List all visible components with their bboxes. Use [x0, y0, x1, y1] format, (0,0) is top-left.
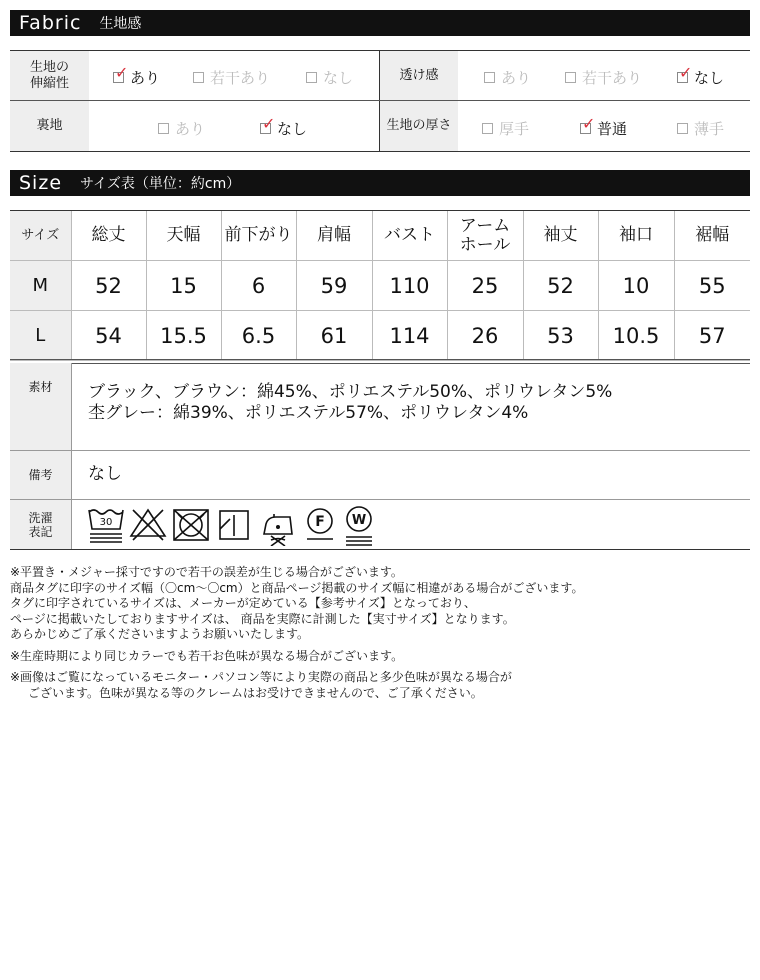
- checkbox-checked-icon: ✓: [115, 63, 129, 82]
- checkbox-icon: [158, 123, 169, 134]
- header-cell: 総丈: [71, 211, 146, 261]
- table-cell: 15: [146, 261, 221, 311]
- table-cell: 52: [71, 261, 146, 311]
- stretch-option-slight: 若干あり: [193, 67, 270, 88]
- checkbox-icon: [677, 123, 688, 134]
- thickness-option-thin: 薄手: [677, 118, 724, 139]
- svg-text:30: 30: [99, 517, 113, 528]
- stretch-label: 生地の 伸縮性: [10, 51, 89, 100]
- care-symbols: [88, 506, 388, 546]
- header-cell: 袖口: [598, 211, 674, 261]
- header-cell: 前下がり: [221, 211, 296, 261]
- size-name-cell: M: [10, 261, 71, 311]
- svg-text:F: F: [315, 514, 325, 530]
- table-cell: 52: [523, 261, 598, 311]
- checkbox-checked-icon: ✓: [582, 114, 596, 133]
- sheer-label: 透け感: [380, 51, 458, 100]
- thickness-label: 生地の厚さ: [380, 101, 458, 151]
- no-bleach-icon: [131, 510, 165, 540]
- no-tumble-dry-icon: [174, 510, 208, 540]
- sheer-option-none: ✓ なし: [679, 63, 725, 87]
- fabric-section-header: [10, 10, 750, 36]
- size-section-header: [10, 170, 750, 196]
- size-title-jp: サイズ表（単位：約cm）: [80, 176, 241, 192]
- checkbox-checked-icon: ✓: [679, 63, 693, 82]
- header-cell: 肩幅: [296, 211, 372, 261]
- row-separator: [71, 500, 72, 549]
- material-label: 素材: [10, 363, 71, 450]
- wet-clean-w-icon: [346, 507, 372, 545]
- checkbox-icon: [484, 72, 495, 83]
- table-row: [10, 311, 750, 361]
- sheer-option-slight: 若干あり: [565, 67, 642, 88]
- stretch-option-none: なし: [306, 67, 353, 88]
- remarks-row: [10, 451, 750, 500]
- note-line: あらかじめご了承くださいますようお願いいたします。: [10, 627, 310, 641]
- note-line: ※平置き・メジャー採寸ですので若干の誤差が生じる場合がございます。: [10, 565, 403, 579]
- svg-text:W: W: [351, 513, 367, 528]
- header-cell: 天幅: [146, 211, 221, 261]
- table-cell: 57: [674, 311, 750, 361]
- lining-option-yes: あり: [158, 118, 205, 139]
- header-cell: 袖丈: [523, 211, 598, 261]
- table-row: [10, 261, 750, 311]
- note-line: タグに印字されているサイズは、メーカーが定めている【参考サイズ】となっており、: [10, 596, 476, 610]
- iron-low-icon: [264, 514, 292, 546]
- table-cell: 10: [598, 261, 674, 311]
- thickness-option-normal: ✓ 普通: [582, 114, 628, 138]
- size-name-cell: L: [10, 311, 71, 361]
- dry-clean-f-icon: [307, 509, 333, 539]
- checkbox-icon: [482, 123, 493, 134]
- note-line: 商品タグに印字のサイズ幅（〇cm〜〇cm）と商品ページ掲載のサイズ幅に相違がある場合がございます。: [10, 580, 584, 595]
- table-cell: 53: [523, 311, 598, 361]
- table-cell: 110: [372, 261, 447, 311]
- size-table-top-rule: [10, 210, 750, 211]
- header-cell: バスト: [372, 211, 447, 261]
- note-line: ございます。色味が異なる等のクレームはお受けできませんので、ご了承ください。: [28, 685, 483, 700]
- care-label: 洗濯 表記: [10, 500, 71, 549]
- line-dry-shade-icon: [220, 511, 248, 539]
- table-cell: 61: [296, 311, 372, 361]
- checkbox-checked-icon: ✓: [262, 114, 276, 133]
- table-cell: 114: [372, 311, 447, 361]
- table-cell: 54: [71, 311, 146, 361]
- row-separator: [71, 363, 72, 450]
- row-separator: [71, 451, 72, 499]
- checkbox-icon: [193, 72, 204, 83]
- table-cell: 59: [296, 261, 372, 311]
- table-cell: 6.5: [221, 311, 296, 361]
- material-row: [10, 363, 750, 451]
- header-cell: アーム ホール: [447, 211, 523, 261]
- header-cell: 裾幅: [674, 211, 750, 261]
- table-cell: 25: [447, 261, 523, 311]
- notes: [10, 565, 750, 701]
- sheer-option-yes: あり: [484, 67, 531, 88]
- table-cell: 26: [447, 311, 523, 361]
- remarks-label: 備考: [10, 451, 71, 499]
- checkbox-icon: [306, 72, 317, 83]
- size-title-en: Size: [19, 172, 63, 194]
- material-line-2: 杢グレー：綿39%、ポリエステル57%、ポリウレタン4%: [88, 403, 529, 423]
- note-line: ページに掲載いたしておりますサイズは、 商品を実際に計測した【実寸サイズ】となります。: [10, 611, 515, 626]
- stretch-option-yes: ✓ あり: [115, 63, 161, 87]
- lining-option-none: ✓ なし: [262, 114, 308, 138]
- table-cell: 55: [674, 261, 750, 311]
- note-line: ※画像はご覧になっているモニター・パソコン等により実際の商品と多少色味が異なる場合が: [10, 670, 512, 684]
- fabric-title-en: Fabric: [19, 12, 82, 34]
- table-cell: 6: [221, 261, 296, 311]
- fabric-table: [10, 50, 750, 152]
- material-value: [88, 382, 612, 424]
- material-line-1: ブラック、ブラウン：綿45%、ポリエステル50%、ポリウレタン5%: [88, 382, 613, 402]
- lining-label: 裏地: [10, 101, 89, 151]
- size-table: [10, 210, 750, 361]
- fabric-title-jp: 生地感: [99, 16, 142, 32]
- thickness-option-thick: 厚手: [482, 118, 529, 139]
- header-cell: サイズ: [10, 211, 71, 261]
- table-cell: 15.5: [146, 311, 221, 361]
- size-table-header-row: [10, 211, 750, 261]
- remarks-value: なし: [88, 464, 122, 484]
- table-cell: 10.5: [598, 311, 674, 361]
- note-line: ※生産時期により同じカラーでも若干お色味が異なる場合がございます。: [10, 648, 404, 663]
- checkbox-icon: [565, 72, 576, 83]
- wash-30-icon: [89, 510, 123, 542]
- care-row: [10, 500, 750, 550]
